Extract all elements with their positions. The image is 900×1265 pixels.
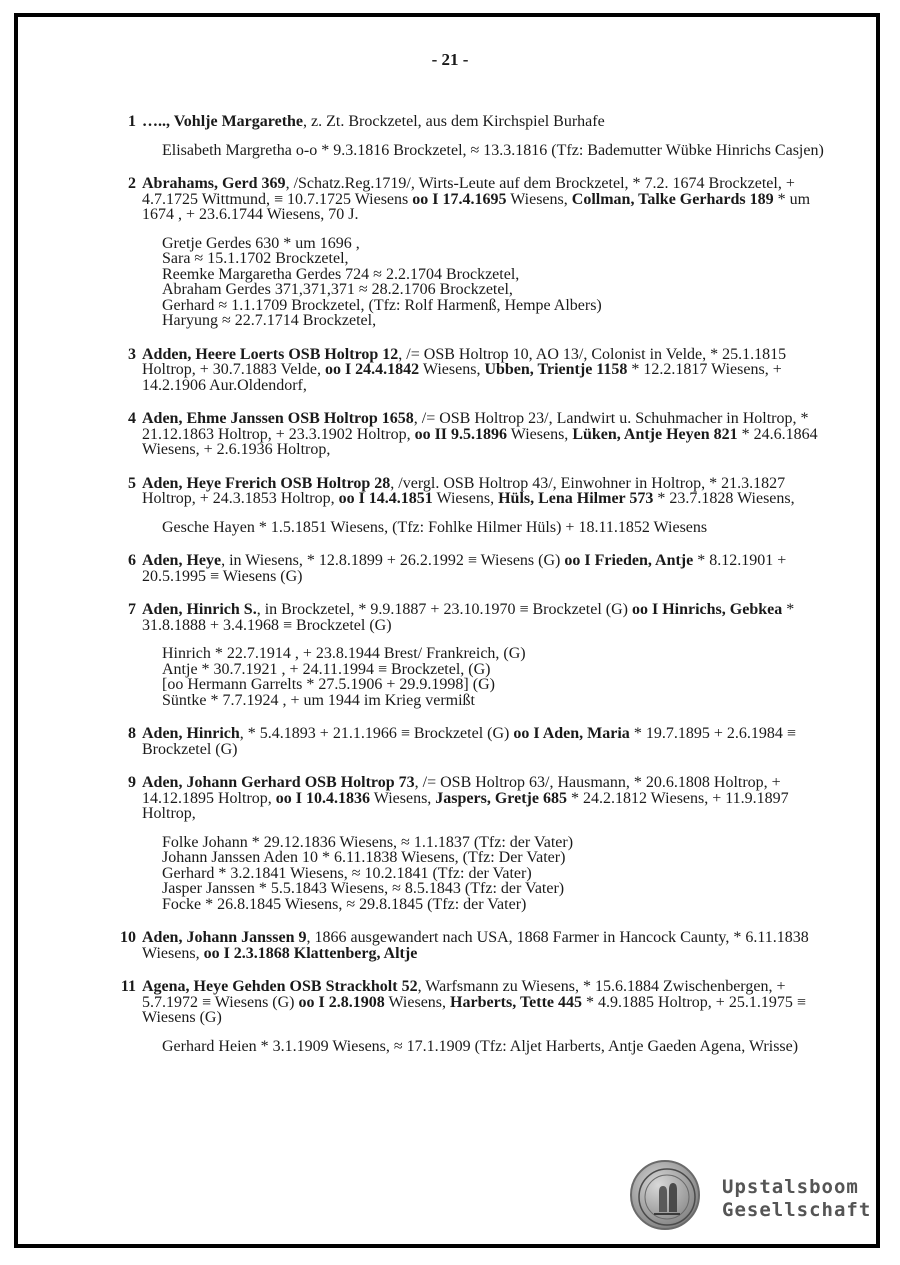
entry-plain-text: , * 5.4.1893 + 21.1.1966 ≡ Brockzetel (G) xyxy=(239,725,514,742)
entry-plain-text: * 12.2.1817 Wiesens, + 14.2.1906 Aur.Oldendorf, xyxy=(142,361,782,394)
entry-plain-text: * 24.2.1812 Wiesens, + 11.9.1897 Holtrop, xyxy=(142,789,789,822)
seal-icon xyxy=(630,1160,700,1230)
entry-text xyxy=(142,979,834,1026)
entry-bold-text: Aden, Heye xyxy=(142,552,222,569)
entry xyxy=(114,602,834,708)
entry-bold-text: Adden, Heere Loerts OSB Holtrop 12 xyxy=(142,345,399,363)
child-entry: Gerhard ≈ 1.1.1709 Brockzetel, (Tfz: Rolf Harmenß, Hempe Albers) xyxy=(162,296,602,314)
entry-bold-text: oo II 9.5.1896 xyxy=(414,425,508,443)
children-list xyxy=(162,520,834,536)
entry-bold-text: Aden, Johann Janssen 9 xyxy=(142,929,307,946)
entry-plain-text: Wiesens, xyxy=(419,361,485,378)
entry-bold-text: Aden, Johann Gerhard OSB Holtrop 73 xyxy=(142,774,415,791)
entry-text xyxy=(142,726,834,757)
entry-number: 2 xyxy=(128,175,136,192)
entry-bold-text: Hüls, Lena Hilmer 573 xyxy=(498,490,654,507)
entry-bold-text: Lüken, Antje Heyen 821 xyxy=(572,425,738,443)
entry-text xyxy=(142,114,834,130)
child-entry: Süntke * 7.7.1924 , + um 1944 im Krieg vermißt xyxy=(162,691,475,709)
entry-bold-text: Aden, Heye Frerich OSB Holtrop 28 xyxy=(142,474,391,492)
entry-bold-text: Aden, Hinrich S. xyxy=(142,601,257,618)
entry-text xyxy=(142,553,834,584)
entry-text xyxy=(142,411,834,458)
entry-plain-text: Wiesens, xyxy=(370,789,436,807)
entry-bold-text: oo I Hinrichs, Gebkea xyxy=(631,601,783,618)
entry-bold-text: Harberts, Tette 445 xyxy=(450,993,583,1011)
entry-number: 9 xyxy=(128,774,136,791)
entry-bold-text: oo I 14.4.1851 xyxy=(338,490,433,507)
child-entry: Gesche Hayen * 1.5.1851 Wiesens, (Tfz: Fohlke Hilmer Hüls) + 18.11.1852 Wiesens xyxy=(162,518,708,536)
entry-text xyxy=(142,930,834,961)
entry xyxy=(114,726,834,757)
child-entry: Sara ≈ 15.1.1702 Brockzetel, xyxy=(162,250,349,267)
entry-number: 7 xyxy=(128,601,136,618)
entry-text xyxy=(142,347,834,394)
entry-bold-text: oo I Aden, Maria xyxy=(513,725,630,742)
entry-plain-text: , in Wiesens, * 12.8.1899 + 26.2.1992 ≡ Wiesens (G) xyxy=(221,552,565,569)
children-list xyxy=(162,236,834,329)
entry-text xyxy=(142,176,834,223)
entry-plain-text: , 1866 ausgewandert nach USA, 1868 Farmer in Hancock Caunty, * 6.11.1838 Wiesens, xyxy=(142,929,809,962)
entry-plain-text: Wiesens, xyxy=(432,490,499,507)
entry-plain-text: * 23.7.1828 Wiesens, xyxy=(653,490,795,507)
entry-number: 1 xyxy=(128,113,136,130)
society-logo xyxy=(630,1160,880,1230)
entry-bold-text: Aden, Ehme Janssen OSB Holtrop 1658 xyxy=(142,410,414,427)
entry-plain-text: Wiesens, xyxy=(384,993,451,1011)
entry-list xyxy=(114,114,834,1072)
child-entry: [oo Hermann Garrelts * 27.5.1906 + 29.9.1998] (G) xyxy=(162,676,495,693)
entry-plain-text: , /= OSB Holtrop 10, AO 13/, Colonist in Velde, * 25.1.1815 Holtrop, + 30.7.1883 Velde, xyxy=(142,345,787,378)
child-entry: Johann Janssen Aden 10 * 6.11.1838 Wiesens, (Tfz: Der Vater) xyxy=(162,849,566,866)
entry-number: 6 xyxy=(128,552,136,569)
entry-number: 4 xyxy=(128,410,136,427)
entry-bold-text: oo I 2.8.1908 xyxy=(298,993,385,1011)
child-entry: Focke * 26.8.1845 Wiesens, ≈ 29.8.1845 (Tfz: der Vater) xyxy=(162,895,527,913)
entry xyxy=(114,476,834,536)
entry xyxy=(114,979,834,1054)
child-entry: Folke Johann * 29.12.1836 Wiesens, ≈ 1.1.1837 (Tfz: der Vater) xyxy=(162,833,574,851)
entry-bold-text: oo I 17.4.1695 xyxy=(412,190,507,208)
entry xyxy=(114,114,834,158)
entry-bold-text: ….., Vohlje Margarethe xyxy=(142,113,304,130)
child-entry: Jasper Janssen * 5.5.1843 Wiesens, ≈ 8.5.1843 (Tfz: der Vater) xyxy=(162,880,565,897)
entry-number: 5 xyxy=(128,474,136,492)
entry-plain-text: , Warfsmann zu Wiesens, * 15.6.1884 Zwischenbergen, + 5.7.1972 ≡ Wiesens (G) xyxy=(142,978,786,1011)
entry-bold-text: Aden, Hinrich xyxy=(142,725,240,742)
entry-plain-text: * 4.9.1885 Holtrop, + 25.1.1975 ≡ Wiesens (G) xyxy=(142,993,806,1026)
page-number: - 21 - xyxy=(431,50,469,69)
children-list xyxy=(162,646,834,708)
child-entry: Gretje Gerdes 630 * um 1696 , xyxy=(162,234,360,252)
children-list xyxy=(162,835,834,913)
entry-plain-text: , in Brockzetel, * 9.9.1887 + 23.10.1970 ≡ Brockzetel (G) xyxy=(256,601,632,618)
entry-plain-text: * 31.8.1888 + 3.4.1968 ≡ Brockzetel (G) xyxy=(142,601,795,634)
entry-plain-text: * 24.6.1864 Wiesens, + 2.6.1936 Holtrop, xyxy=(142,425,818,458)
entry-bold-text: oo I Frieden, Antje xyxy=(564,552,694,569)
child-entry: Gerhard * 3.2.1841 Wiesens, ≈ 10.2.1841 (Tfz: der Vater) xyxy=(162,864,532,882)
children-list xyxy=(162,1039,834,1055)
entry-plain-text: , /= OSB Holtrop 63/, Hausmann, * 20.6.1808 Holtrop, + 14.12.1895 Holtrop, xyxy=(142,774,781,807)
entry-plain-text: Wiesens, xyxy=(506,190,572,208)
entry-plain-text: * um 1674 , + 23.6.1744 Wiesens, 70 J. xyxy=(142,190,811,223)
child-entry: Abraham Gerdes 371,371,371 ≈ 28.2.1706 Brockzetel, xyxy=(162,281,513,298)
entry-text xyxy=(142,775,834,822)
entry-bold-text: oo I 10.4.1836 xyxy=(275,789,371,807)
children-list xyxy=(162,143,834,159)
entry-bold-text: Jaspers, Gretje 685 xyxy=(435,789,567,807)
entry-text xyxy=(142,602,834,633)
child-entry: Reemke Margaretha Gerdes 724 ≈ 2.2.1704 Brockzetel, xyxy=(162,265,520,283)
entry-plain-text: * 8.12.1901 + 20.5.1995 ≡ Wiesens (G) xyxy=(142,552,787,585)
entry xyxy=(114,553,834,584)
entry-number: 3 xyxy=(128,345,136,363)
entry-plain-text: * 19.7.1895 + 2.6.1984 ≡ Brockzetel (G) xyxy=(142,725,796,758)
entry-text xyxy=(142,476,834,507)
entry xyxy=(114,411,834,458)
entry xyxy=(114,930,834,961)
entry-bold-text: Collman, Talke Gerhards 189 xyxy=(571,190,774,208)
entry xyxy=(114,176,834,329)
logo-line-2: Gesellschaft xyxy=(722,1199,872,1221)
entry-bold-text: Abrahams, Gerd 369 xyxy=(142,175,286,192)
child-entry: Haryung ≈ 22.7.1714 Brockzetel, xyxy=(162,312,377,329)
entry-plain-text: Wiesens, xyxy=(507,425,573,443)
child-entry: Elisabeth Margretha o-o * 9.3.1816 Brockzetel, ≈ 13.3.1816 (Tfz: Bademutter Wübke Hinrichs Casjen) xyxy=(162,141,824,159)
logo-line-1: Upstalsboom xyxy=(722,1176,859,1198)
entry-plain-text: , z. Zt. Brockzetel, aus dem Kirchspiel Burhafe xyxy=(303,113,605,130)
entry-number: 8 xyxy=(128,725,136,742)
entry-bold-text: Ubben, Trientje 1158 xyxy=(484,361,628,378)
entry-plain-text: , /vergl. OSB Holtrop 43/, Einwohner in Holtrop, * 21.3.1827 Holtrop, + 24.3.1853 Holtrop, xyxy=(142,474,786,507)
entry-plain-text: , /Schatz.Reg.1719/, Wirts-Leute auf dem Brockzetel, * 7.2. 1674 Brockzetel, + 4.7.1725 Wittmund, ≡ 10.7.1725 Wiesens xyxy=(142,175,795,208)
entry xyxy=(114,775,834,912)
entry-number: 10 xyxy=(120,929,136,946)
entry-bold-text: oo I 2.3.1868 Klattenberg, Altje xyxy=(203,944,418,962)
entry-plain-text: , /= OSB Holtrop 23/, Landwirt u. Schuhmacher in Holtrop, * 21.12.1863 Holtrop, + 23.3.1902 Holtrop, xyxy=(142,410,809,443)
child-entry: Gerhard Heien * 3.1.1909 Wiesens, ≈ 17.1.1909 (Tfz: Aljet Harberts, Antje Gaeden Agena, Wrisse) xyxy=(162,1037,799,1055)
entry-bold-text: Agena, Heye Gehden OSB Strackholt 52 xyxy=(142,978,418,995)
child-entry: Antje * 30.7.1921 , + 24.11.1994 ≡ Brockzetel, (G) xyxy=(162,660,491,678)
child-entry: Hinrich * 22.7.1914 , + 23.8.1944 Brest/ Frankreich, (G) xyxy=(162,645,526,662)
entry-bold-text: oo I 24.4.1842 xyxy=(324,361,420,378)
entry xyxy=(114,347,834,394)
entry-number: 11 xyxy=(120,978,136,995)
